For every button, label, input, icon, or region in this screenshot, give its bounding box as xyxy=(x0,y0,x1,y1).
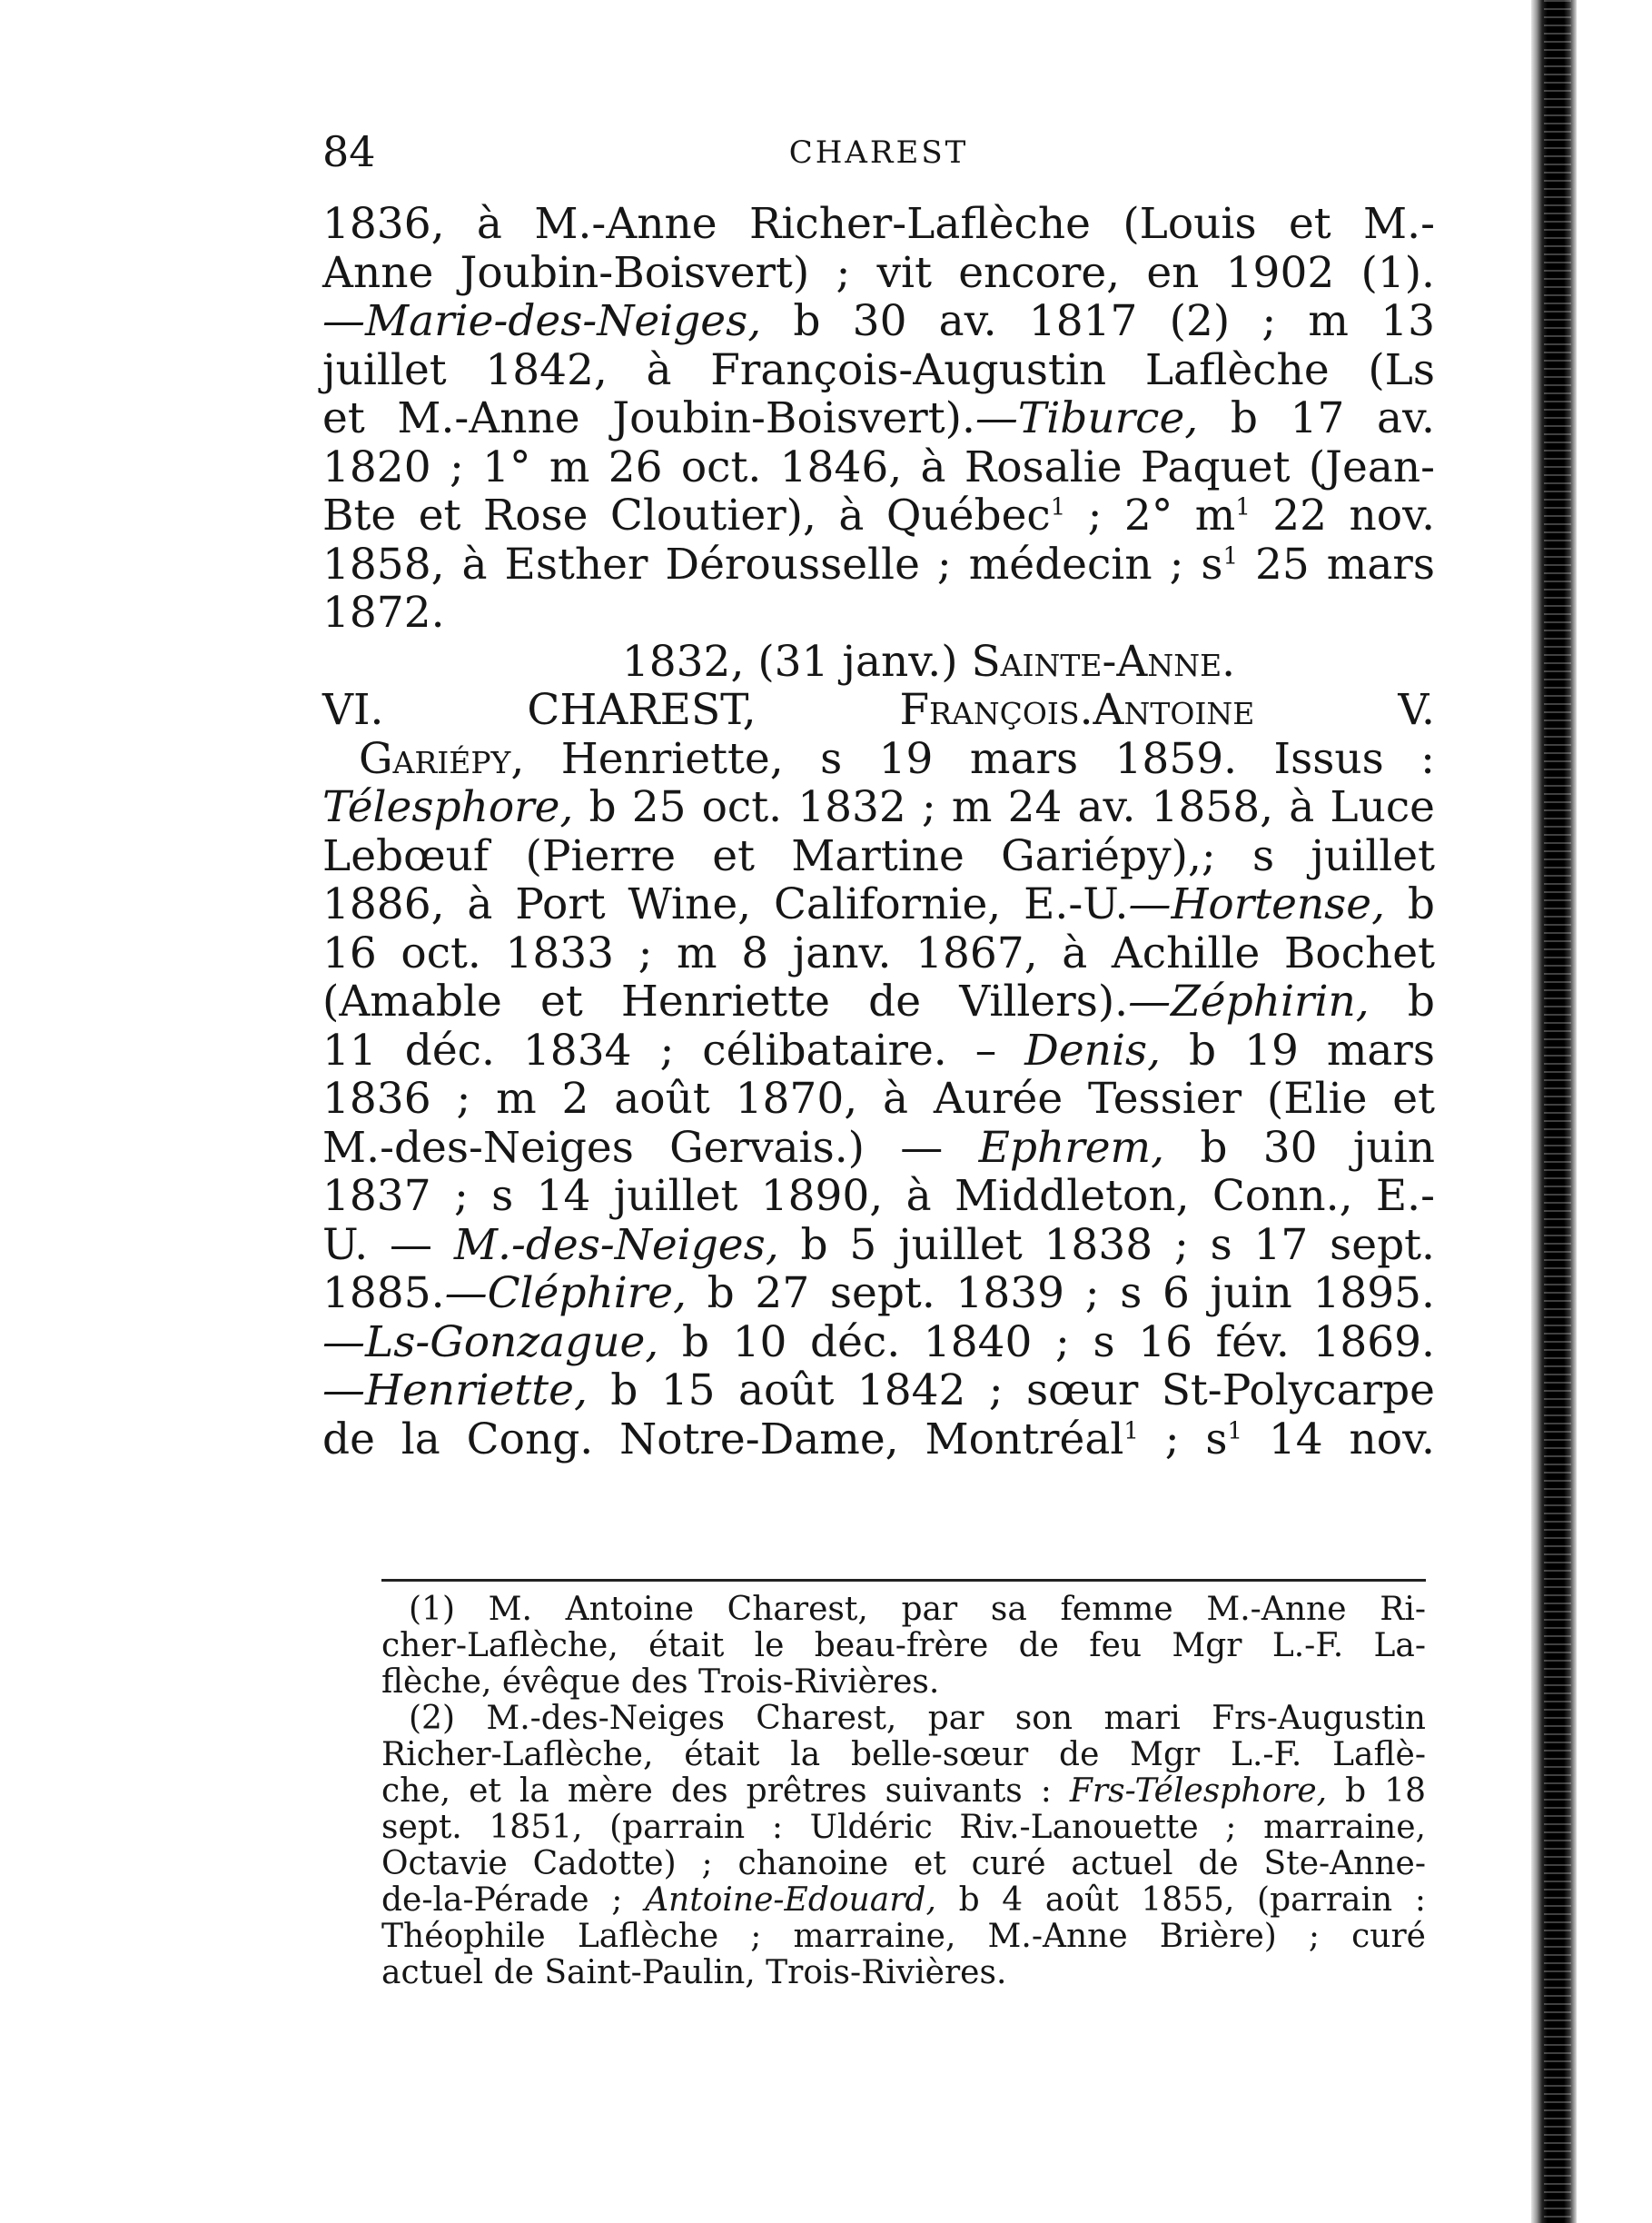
text-line: Télesphore, b 25 oct. 1832 ; m 24 av. 1858, à Luce xyxy=(322,782,1435,832)
text-line: 16 oct. 1833 ; m 8 janv. 1867, à Achille Bochet xyxy=(322,928,1435,978)
section-heading: 1832, (31 janv.) Sainte-Anne. xyxy=(621,636,1236,687)
child-name: —Zéphirin, xyxy=(1128,977,1370,1027)
text-line: et M.-Anne Joubin-Boisvert).—Tiburce, b 17 av. xyxy=(322,393,1435,443)
footnote-line: Octavie Cadotte) ; chanoine et curé actuel de Ste-Anne- xyxy=(381,1845,1426,1882)
text-line: —Henriette, b 15 août 1842 ; sœur St-Polycarpe xyxy=(322,1365,1435,1415)
child-name: —Cléphire, xyxy=(444,1268,687,1318)
child-name: —Marie-des-Neiges, xyxy=(322,296,762,346)
child-name: Ephrem, xyxy=(978,1122,1165,1173)
text-line: 11 déc. 1834 ; célibataire. – Denis, b 19 mars xyxy=(322,1025,1435,1076)
text-line: de la Cong. Notre-Dame, Montréal$^1$ ; $s^1$ 14 nov. xyxy=(322,1414,1435,1464)
page-number: 84 xyxy=(322,127,376,176)
footnote-line: Richer-Laflèche, était la belle-sœur de Mgr L.-F. Laflè- xyxy=(381,1736,1426,1773)
footnote-line: (2) M.-des-Neiges Charest, par son mari Frs-Augustin xyxy=(409,1700,1426,1737)
text-line: (Amable et Henriette de Villers).—Zéphirin, b xyxy=(322,977,1436,1027)
text-line: —Ls-Gonzague, b 10 déc. 1840 ; s 16 fév. 1869. xyxy=(322,1316,1435,1367)
footnote-line: sept. 1851, (parrain : Uldéric Riv.-Lanouette ; marraine, xyxy=(381,1809,1426,1846)
page-header xyxy=(322,127,1435,191)
book-spine-texture xyxy=(1544,0,1571,2223)
text-line: 1872. xyxy=(322,588,445,638)
text-line: juillet 1842, à François-Augustin Laflèche (Ls xyxy=(322,344,1435,395)
footnote-line: Théophile Laflèche ; marraine, M.-Anne Brière) ; curé xyxy=(381,1918,1426,1955)
entry-heading: VI. CHAREST, François.Antoine V. xyxy=(322,685,1435,735)
text-line: M.-des-Neiges Gervais.) — Ephrem, b 30 juin xyxy=(322,1122,1435,1173)
text-line: 1885.—Cléphire, b 27 sept. 1839 ; s 6 juin 1895. xyxy=(322,1268,1435,1318)
text-line: 1858, à Esther Dérousselle ; médecin ; $s^1$ 25 mars xyxy=(322,539,1435,590)
text-line: 1820 ; 1° m 26 oct. 1846, à Rosalie Paquet (Jean- xyxy=(322,442,1435,492)
text-line: 1837 ; s 14 juillet 1890, à Middleton, Conn., E.- xyxy=(322,1171,1435,1221)
footnote-rule xyxy=(381,1579,1426,1582)
footnote-line: actuel de Saint-Paulin, Trois-Rivières. xyxy=(381,1954,1007,1991)
priest-name: Antoine-Edouard, xyxy=(645,1881,936,1919)
text-line: 1836, à M.-Anne Richer-Laflèche (Louis et M.- xyxy=(322,199,1435,249)
footnote-line: (1) M. Antoine Charest, par sa femme M.-Anne Ri- xyxy=(409,1591,1426,1628)
text-line: Lebœuf (Pierre et Martine Gariépy),; s juillet xyxy=(322,830,1435,881)
footnote-line: cher-Laflèche, était le beau-frère de feu Mgr L.-F. La- xyxy=(381,1627,1426,1664)
text-line: —Marie-des-Neiges, b 30 av. 1817 (2) ; m 13 xyxy=(322,296,1435,346)
text-line: Gariépy, Henriette, s 19 mars 1859. Issus : xyxy=(359,733,1435,784)
footnote-line: de-la-Pérade ; Antoine-Edouard, b 4 août 1855, (parrain : xyxy=(381,1881,1426,1919)
child-name: —Tiburce, xyxy=(974,393,1199,443)
text-line: Bte et Rose Cloutier), à Québec$^1$ ; 2° $m^1$ 22 nov. xyxy=(322,491,1436,541)
child-name: —Hortense, xyxy=(1128,879,1386,929)
child-name: Télesphore, xyxy=(322,782,574,832)
child-name: M.-des-Neiges, xyxy=(453,1219,779,1270)
footnote-line: flèche, évêque des Trois-Rivières. xyxy=(381,1663,940,1701)
footnote-line: che, et la mère des prêtres suivants : Frs-Télesphore, b 18 xyxy=(381,1772,1426,1810)
child-name: Denis, xyxy=(1024,1025,1162,1076)
text-line: 1886, à Port Wine, Californie, E.-U.—Hortense, b xyxy=(322,879,1435,929)
child-name: —Henriette, xyxy=(322,1365,588,1415)
entry-parent: Antoine V. xyxy=(1093,685,1435,735)
footnotes xyxy=(381,1592,1426,1991)
child-name: —Ls-Gonzague, xyxy=(322,1316,659,1367)
text-line: Anne Joubin-Boisvert) ; vit encore, en 1902 (1). xyxy=(322,247,1435,298)
running-head: CHAREST xyxy=(788,134,969,171)
text-line: 1836 ; m 2 août 1870, à Aurée Tessier (Elie et xyxy=(322,1074,1435,1124)
text-line: U. — M.-des-Neiges, b 5 juillet 1838 ; s 17 sept. xyxy=(322,1219,1435,1270)
main-text xyxy=(322,200,1435,1464)
priest-name: Frs-Télesphore, xyxy=(1069,1772,1328,1810)
